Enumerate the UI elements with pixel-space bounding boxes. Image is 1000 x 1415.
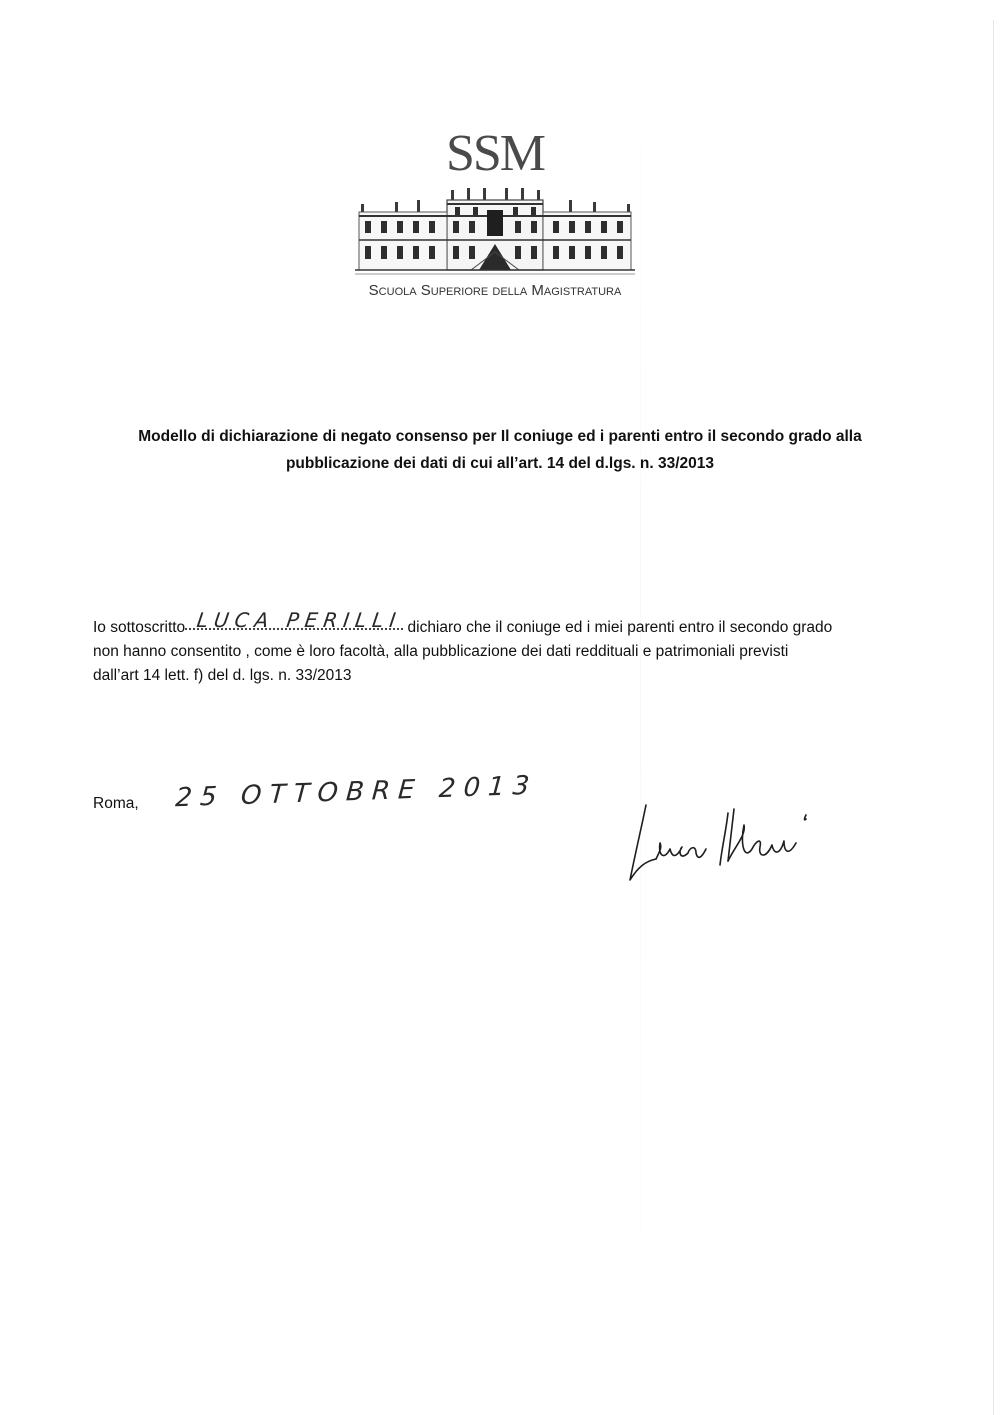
declaration-line-1	[93, 608, 913, 640]
logo-caption: Scuola Superiore della Magistratura	[368, 282, 622, 299]
scan-fold-shading	[640, 0, 641, 1415]
ssm-logo	[350, 125, 640, 299]
declaration-line-2: non hanno consentito , come è loro facoltà, alla pubblicazione dei dati reddituali e patrimoniali previsti	[93, 643, 789, 660]
declaration-line-1-suffix: dichiaro che il coniuge ed i miei parenti entro il secondo grado	[407, 619, 833, 636]
document-title	[100, 423, 900, 477]
place-label: Roma,	[93, 795, 139, 812]
logo-mark: SSM	[445, 125, 545, 182]
title-line-1: Modello di dichiarazione di negato consenso per Il coniuge ed i parenti entro il secondo grado alla	[138, 428, 862, 445]
title-line-2: pubblicazione dei dati di cui all’art. 14 del d.lgs. n. 33/2013	[285, 455, 715, 472]
declaration-prefix: Io sottoscritto	[93, 619, 186, 636]
palace-building-icon	[355, 186, 635, 276]
handwritten-signature	[616, 795, 836, 890]
name-field	[185, 608, 404, 632]
handwritten-name: LUCA PERILLI	[195, 608, 404, 632]
scan-edge-line	[993, 20, 994, 1415]
declaration-line-3: dall’art 14 lett. f) del d. lgs. n. 33/2013	[93, 667, 352, 684]
declaration-text	[93, 608, 913, 688]
handwritten-date: 25 OTTOBRE 2013	[174, 770, 539, 814]
